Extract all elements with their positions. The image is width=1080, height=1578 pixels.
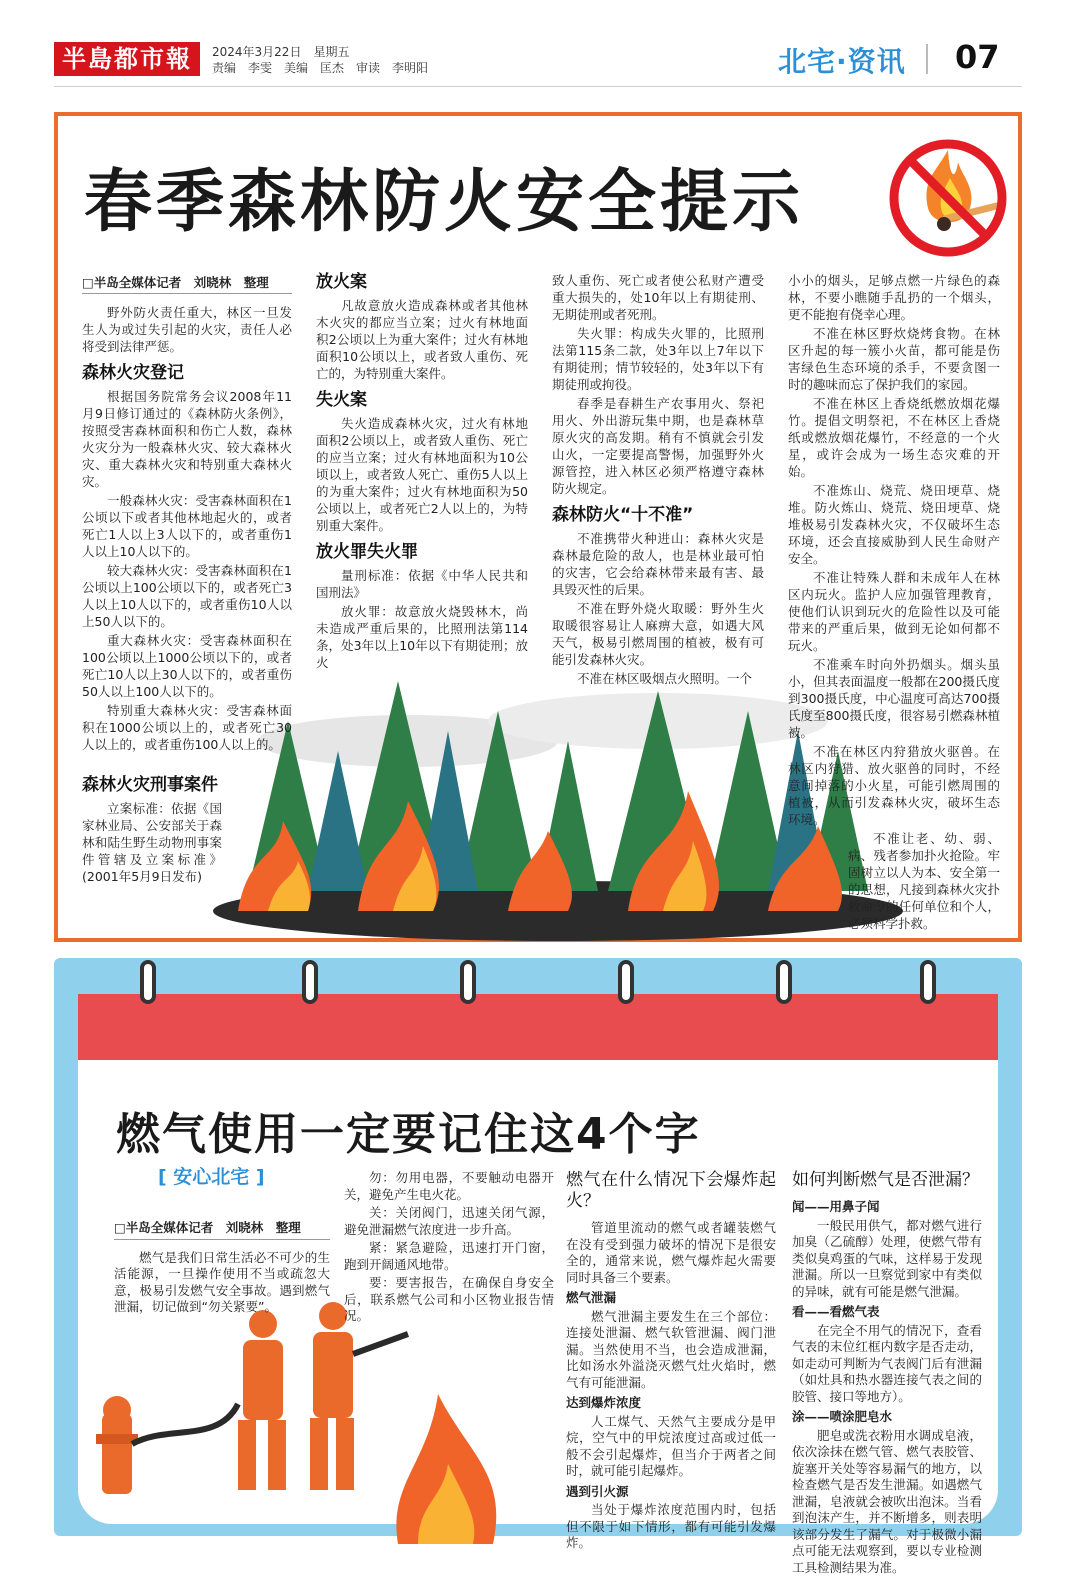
section-heading: 森林防火“十不准” <box>552 505 694 525</box>
section-heading: 失火案 <box>316 390 367 410</box>
masthead-info <box>212 44 428 76</box>
gas-safety-article <box>54 958 1022 1575</box>
paragraph: 小小的烟头，足够点燃一片绿色的森林，不要小瞧随手乱扔的一个烟头，更不能抱有侥幸心理。 <box>788 273 1000 322</box>
paragraph: 勿：勿用电器，不要触动电器开关，避免产生电火花。 <box>344 1170 554 1202</box>
paragraph: 紧：紧急避险，迅速打开门窗，跑到开阔通风地带。 <box>344 1240 554 1272</box>
subheading: 燃气泄漏 <box>566 1290 617 1305</box>
subheading: 达到爆炸浓度 <box>566 1395 642 1410</box>
calendar-card <box>78 994 998 1575</box>
paragraph: 关：关闭阀门，迅速关闭气源，避免泄漏燃气浓度进一步升高。 <box>344 1205 554 1237</box>
paragraph: 不准携带火种进山：森林火灾是森林最危险的敌人，也是林业最可怕的灾害，它会给森林带来最有害、最具毁灭性的后果。 <box>552 531 764 597</box>
paragraph: 失火造成森林火灾，过火有林地面积2公顷以上，或者致人重伤、死亡的应当立案；过火有林地面积为10公顷以上，或者致人死亡、重伤5人以上的为重大案件；过火有林地面积为50公顷以上，或者死亡2人以上的，为特别重大案件。 <box>316 416 528 533</box>
section-heading: 放火罪失火罪 <box>316 542 418 562</box>
gas-column-3 <box>566 1170 776 1554</box>
paragraph: 不准在野外烧火取暖：野外生火取暖很容易让人麻痹大意，如遇大风天气，极易引燃周围的植被，极有可能引发森林火灾。 <box>552 601 764 667</box>
paragraph: 不准让特殊人群和未成年人在林区内玩火。监护人应加强管理教育，使他们认识到玩火的危险性以及可能带来的严重后果，做到无论如何都不玩火。 <box>788 570 1000 653</box>
header-divider <box>926 44 928 74</box>
paragraph: 不准让老、幼、弱、病、残者参加扑火抢险。牢固树立以人为本、安全第一的思想，凡接到森林火灾扑救命令的任何单位和个人，必须科学扑救。 <box>848 831 1000 931</box>
calendar-ring <box>140 960 156 1004</box>
page-number: 07 <box>955 38 1000 76</box>
paragraph: 燃气是我们日常生活必不可少的生活能源，一旦操作使用不当或疏忽大意，极易引发燃气安全事故。遇到燃气泄漏，切记做到“勿关紧要”。 <box>114 1249 330 1314</box>
calendar-ring <box>776 960 792 1004</box>
forest-fire-article <box>54 112 1022 942</box>
paragraph: 特别重大森林火灾：受害森林面积在1000公顷以上的，或者死亡30人以上的，或者重伤100人以上的。 <box>82 703 292 752</box>
no-fire-icon <box>878 128 1018 258</box>
section-heading: 放火案 <box>316 272 367 292</box>
paragraph: 人工煤气、天然气主要成分是甲烷，空气中的甲烷浓度过高或过低一般不会引起爆炸，但当介于两者之间时，就可能引起爆炸。 <box>566 1413 776 1478</box>
section-name: 北宅·资讯 <box>778 45 906 78</box>
subheading: 遇到引火源 <box>566 1483 629 1499</box>
paragraph: 一般民用供气，都对燃气进行加臭（乙硫醇）处理，使燃气带有类似臭鸡蛋的气味，这样易于发现泄漏。所以一旦察觉到家中有类似的异味，就有可能是燃气泄漏。 <box>792 1217 982 1299</box>
issue-date: 2024年3月22日 星期五 <box>212 45 350 59</box>
subheading: 涂——喷涂肥皂水 <box>792 1409 893 1424</box>
paragraph: 不准在林区上香烧纸燃放烟花爆竹。提倡文明祭祀，不在林区上香烧纸或燃放烟花爆竹，不经意的一个火星，或许会成为一场生态灾难的开始。 <box>788 396 1000 479</box>
paragraph: 一般森林火灾：受害森林面积在1公顷以下或者其他林地起火的，或者死亡1人以上3人以下的，或者重伤1人以上10人以下的。 <box>82 493 292 559</box>
fire-column-1 <box>82 274 292 887</box>
column-tag: [ 安心北宅 ] <box>158 1166 265 1188</box>
paragraph: 不准在林区野炊烧烤食物。在林区升起的每一簇小火苗，都可能是伤害绿色生态环境的杀手，不要贪图一时的趣味而忘了保护我们的家园。 <box>788 326 1000 392</box>
question-heading: 如何判断燃气是否泄漏？ <box>792 1170 979 1190</box>
calendar-ring <box>618 960 634 1004</box>
paragraph: 不准乘车时向外扔烟头。烟头虽小，但其表面温度一般都在200摄氏度到300摄氏度，中心温度可高达700摄氏度至800摄氏度，很容易引燃森林植被。 <box>788 657 1000 740</box>
calendar-header-band <box>78 994 998 1060</box>
firefighter-illustration <box>88 1294 528 1524</box>
gas-column-2 <box>344 1170 554 1327</box>
paragraph: 在完全不用气的情况下，查看气表的末位红框内数字是否走动，如走动可判断为气表阀门后有泄漏（如灶具和热水器连接气表之间的胶管、接口等地方）。 <box>792 1322 982 1404</box>
fire-column-2 <box>316 274 528 673</box>
subheading: 闻——用鼻子闻 <box>792 1199 880 1214</box>
gas-column-4 <box>792 1170 982 1578</box>
calendar-ring <box>302 960 318 1004</box>
paragraph: 当处于爆炸浓度范围内时，包括但不限于如下情形，都有可能引发爆炸。 <box>566 1502 776 1550</box>
paragraph: 重大森林火灾：受害森林面积在100公顷以上1000公顷以下的，或者死亡10人以上30人以下的，或者重伤50人以上100人以下的。 <box>82 633 292 699</box>
paragraph: 肥皂或洗衣粉用水调成皂液，依次涂抹在燃气管、燃气表胶管、旋塞开关处等容易漏气的地方，以检查燃气是否发生泄漏。如遇燃气泄漏，皂液就会被吹出泡沫。当看到泡沫产生，并不断增多，则表明该部分发生了漏气。对于极微小漏点可能无法观察到，要以专业检测工具检测结果为准。 <box>792 1427 982 1575</box>
subheading: 看——看燃气表 <box>792 1304 880 1319</box>
fire-column-3 <box>552 272 764 689</box>
fire-intro: 野外防火责任重大，林区一旦发生人为或过失引起的火灾，责任人必将受到法律严惩。 <box>82 305 292 354</box>
section-heading: 森林火灾刑事案件 <box>82 775 218 795</box>
paragraph: 不准炼山、烧荒、烧田埂草、烧堆。防火炼山、烧荒、烧田埂草、烧堆极易引发森林火灾，不仅破坏生态环境，还会直接威胁到人民生命财产安全。 <box>788 483 1000 566</box>
section-heading: 森林火灾登记 <box>82 363 184 383</box>
paragraph: 较大森林火灾：受害森林面积在1公顷以上100公顷以下的，或者死亡3人以上10人以下的，或者重伤10人以上50人以下的。 <box>82 563 292 629</box>
paragraph: 失火罪：构成失火罪的，比照刑法第115条二款，处3年以上7年以下有期徒刑；情节较轻的，处3年以下有期徒刑或拘役。 <box>552 326 764 392</box>
calendar-ring <box>920 960 936 1004</box>
paragraph: 凡故意放火造成森林或者其他林木火灾的都应当立案；过火有林地面积2公顷以上为重大案件；过火有林地面积10公顷以上，或者致人重伤、死亡的，为特别重大案件。 <box>316 298 528 381</box>
paragraph: 要：要害报告，在确保自身安全后，联系燃气公司和小区物业报告情况。 <box>344 1275 554 1323</box>
paragraph: 根据国务院常务会议2008年11月9日修订通过的《森林防火条例》，按照受害森林面积和伤亡人数，森林火灾分为一般森林火灾、较大森林火灾、重大森林火灾和特别重大森林火灾。 <box>82 389 292 489</box>
paragraph: 量刑标准：依据《中华人民共和国刑法》 <box>316 568 528 600</box>
gas-headline: 燃气使用一定要记住这4个字 <box>116 1109 701 1160</box>
forest-fire-headline: 春季森林防火安全提示 <box>84 163 805 242</box>
fire-byline: □半岛全媒体记者 刘晓林 整理 <box>82 274 292 294</box>
paragraph: 管道里流动的燃气或者罐装燃气在没有受到强力破坏的情况下是很安全的，通常来说，燃气爆炸起火需要同时具备三个要素。 <box>566 1220 776 1285</box>
newspaper-logo: 半島都市報 <box>54 42 200 76</box>
editors-line: 责编 李雯 美编 匡杰 审读 李明阳 <box>212 61 429 75</box>
fire-column-4 <box>788 272 1000 934</box>
gas-column-1 <box>114 1220 330 1318</box>
paragraph: 不准在林区内狩猎放火驱兽。在林区内狩猎、放火驱兽的同时，不经意间掉落的小火星，可能引燃周围的植被，从而引发森林火灾，破坏生态环境。 <box>788 744 1000 827</box>
calendar-ring <box>460 960 476 1004</box>
paragraph: 不准在林区吸烟点火照明。一个 <box>577 671 753 686</box>
paragraph: 燃气泄漏主要发生在三个部位：连接处泄漏、燃气软管泄漏、阀门泄漏。当然使用不当，也会造成泄漏，比如汤水外溢浇灭燃气灶火焰时，燃气有可能泄漏。 <box>566 1308 776 1390</box>
paragraph: 春季是春耕生产农事用火、祭祀用火、外出游玩集中期，也是森林草原火灾的高发期。稍有不慎就会引发山火，一定要提高警惕，加强野外火源管控，进入林区必须严格遵守森林防火规定。 <box>552 396 764 496</box>
header-rule <box>54 86 1022 87</box>
paragraph: 致人重伤、死亡或者使公私财产遭受重大损失的，处10年以上有期徒刑、无期徒刑或者死刑。 <box>552 273 764 322</box>
question-heading: 燃气在什么情况下会爆炸起火？ <box>566 1170 776 1211</box>
paragraph: 放火罪：故意放火烧毁林木，尚未造成严重后果的，比照刑法第114条，处3年以上10年以下有期徒刑；放火 <box>316 604 528 670</box>
gas-byline: □半岛全媒体记者 刘晓林 整理 <box>114 1220 330 1240</box>
paragraph: 立案标准：依据《国家林业局、公安部关于森林和陆生野生动物刑事案件管辖及立案标准》(2001年5月9日发布) <box>82 801 222 884</box>
